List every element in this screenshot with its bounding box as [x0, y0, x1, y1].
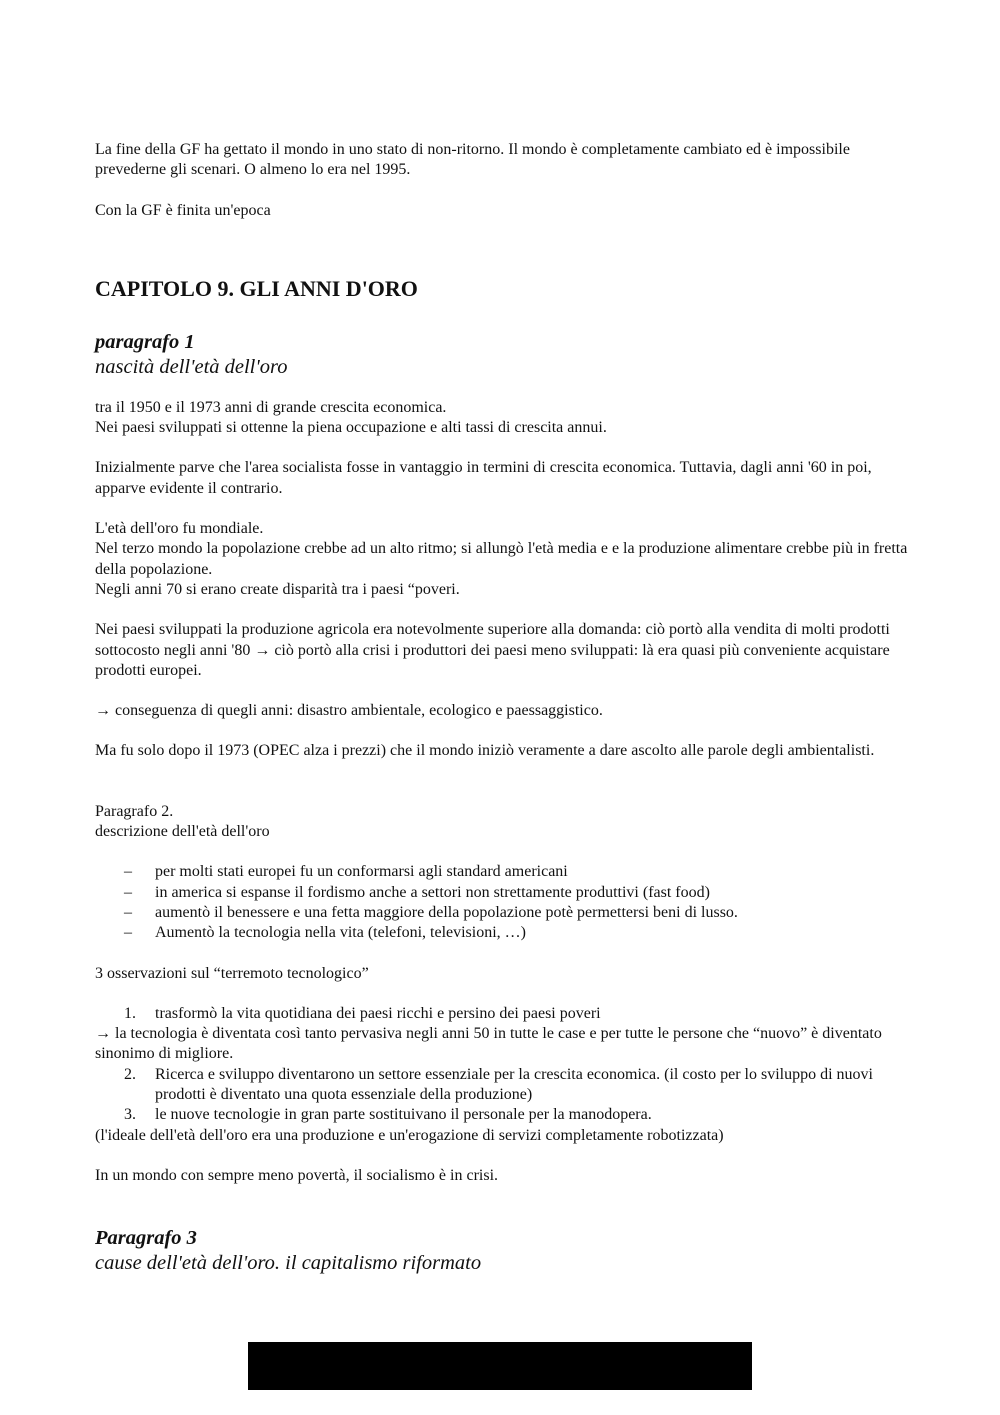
intro-closing: Con la GF è finita un'epoca: [95, 201, 271, 219]
list-item: – aumentò il benessere e una fetta maggiore della popolazione potè permettersi beni di lusso.: [124, 903, 738, 921]
numbered-item: 3. le nuove tecnologie in gran parte sostituivano il personale per la manodopera.: [124, 1106, 652, 1124]
section1-line: → conseguenza di quegli anni: disastro ambientale, ecologico e paessaggistico.: [95, 702, 603, 720]
section3-subtitle: cause dell'età dell'oro. il capitalismo riformato: [95, 1252, 482, 1275]
observations-title: 3 osservazioni sul “terremoto tecnologico”: [95, 964, 369, 982]
numbered-item: 1. trasformò la vita quotidiana dei paesi ricchi e persino dei paesi poveri: [124, 1004, 601, 1022]
redaction-bar: [248, 1342, 752, 1390]
section1-paragraph: Nel terzo mondo la popolazione crebbe ad un alto ritmo; si allungò l'età media e e la produzione alimentare crebbe più in fretta della popolazione.: [95, 540, 908, 578]
document-page: [95, 140, 910, 1276]
numbered-item: 2. Ricerca e sviluppo diventarono un settore essenziale per la crescita economica. (il costo per lo sviluppo di nuovi prodotti è diventato una quota essenziale della produzione): [124, 1065, 873, 1104]
section2-subtitle: descrizione dell'età dell'oro: [95, 823, 270, 841]
arrow-note: → la tecnologia è diventata così tanto pervasiva negli anni 50 in tutte le case e per tutte le persone che “nuovo” è diventato sinonimo di migliore.: [95, 1025, 882, 1063]
intro-paragraph: La fine della GF ha gettato il mondo in uno stato di non-ritorno. Il mondo è completamente cambiato ed è impossibile prevederne gli scenari. O almeno lo era nel 1995.: [95, 141, 850, 179]
list-item: – Aumentò la tecnologia nella vita (telefoni, televisioni, …): [124, 924, 526, 942]
list-item: – per molti stati europei fu un conformarsi agli standard americani: [124, 863, 568, 881]
list-item: – in america si espanse il fordismo anche a settori non strettamente produttivi (fast food): [124, 883, 710, 901]
section1-title: paragrafo 1: [95, 330, 195, 353]
section1-line: tra il 1950 e il 1973 anni di grande crescita economica.: [95, 398, 447, 416]
section3-title: Paragrafo 3: [95, 1227, 197, 1250]
bullet-list: [95, 862, 910, 943]
section1-line: Negli anni 70 si erano create disparità tra i paesi “poveri.: [95, 580, 460, 598]
section1-line: Nei paesi sviluppati si ottenne la piena occupazione e alti tassi di crescita annui.: [95, 419, 607, 437]
section2-closing: In un mondo con sempre meno povertà, il socialismo è in crisi.: [95, 1166, 499, 1184]
section2-title: Paragrafo 2.: [95, 802, 174, 820]
section1-paragraph: Nei paesi sviluppati la produzione agricola era notevolmente superiore alla domanda: ciò portò alla vendita di molti prodotti sottocosto negli anni '80 → ciò portò alla crisi i produttori dei paesi meno sviluppati: là era quasi più conveniente acquistare prodotti europei.: [95, 621, 890, 679]
chapter-title: CAPITOLO 9. GLI ANNI D'ORO: [95, 275, 418, 301]
section1-paragraph: Inizialmente parve che l'area socialista fosse in vantaggio in termini di crescita economica. Tuttavia, dagli anni '60 in poi, apparve evidente il contrario.: [95, 459, 872, 497]
section1-paragraph: Ma fu solo dopo il 1973 (OPEC alza i prezzi) che il mondo iniziò veramente a dare ascolto alle parole degli ambientalisti.: [95, 742, 875, 760]
section1-subtitle: nascità dell'età dell'oro: [95, 355, 288, 378]
parenthetical-note: (l'ideale dell'età dell'oro era una produzione e un'erogazione di servizi completamente robotizzata): [95, 1126, 724, 1144]
section1-line: L'età dell'oro fu mondiale.: [95, 520, 264, 538]
